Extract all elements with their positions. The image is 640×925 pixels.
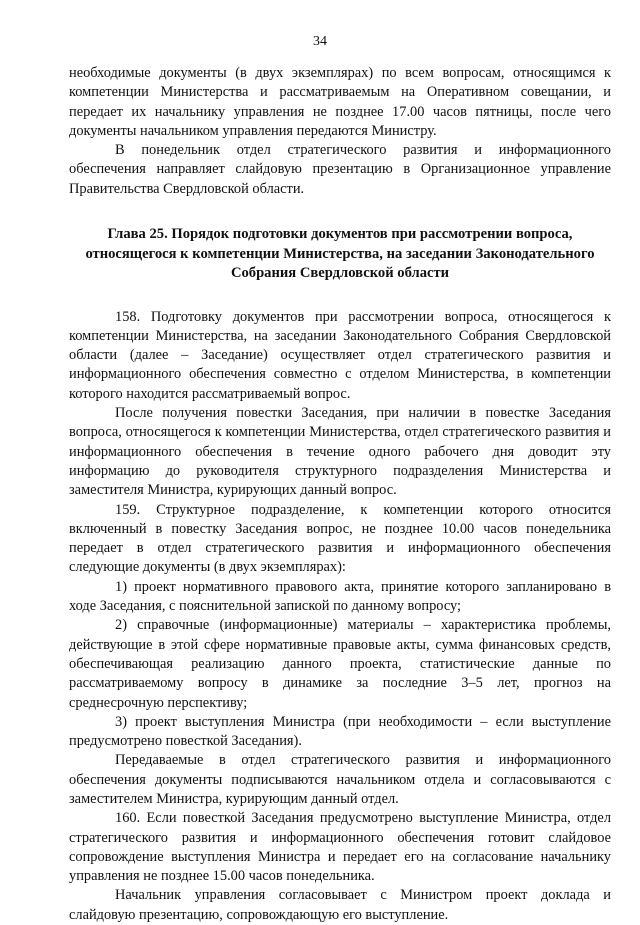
paragraph-final: Начальник управления согласовывает с Министром проект доклада и слайдовую презентацию, сопровождающую его выступление. — [69, 887, 611, 923]
paragraph-approval: Передаваемые в отдел стратегического развития и информационного обеспечения документы подписываются начальником отдела и согласовываются с заместителем Министра, курирующим данный отдел. — [69, 752, 611, 807]
paragraph-continuation: необходимые документы (в двух экземплярах) по всем вопросам, относящимся к компетенции Министерства и рассматриваемым на Оперативном совещании, и передает их начальнику управления не позднее 17.00 часов пятницы, после чего документы начальником управления передаются Министру. — [69, 65, 611, 139]
chapter-heading: Глава 25. Порядок подготовки документов при рассмотрении вопроса, относящегося к компетенции Министерства, на заседании Законодательного Собрания Свердловской области — [85, 226, 595, 282]
paragraph-presentation: В понедельник отдел стратегического развития и информационного обеспечения направляет слайдовую презентацию в Организационное управление Правительства Свердловской области. — [69, 142, 611, 197]
paragraph-159: 159. Структурное подразделение, к компетенции которого относится включенный в повестку Заседания вопрос, не позднее 10.00 часов понедельника передает в отдел стратегического развития и информационного обеспечения следующие документы (в двух экземплярах): — [69, 501, 611, 576]
page-number: 34 — [313, 34, 327, 49]
paragraph-160: 160. Если повесткой Заседания предусмотрено выступление Министра, отдел стратегического развития и информационного обеспечения готовит слайдовое сопровождение выступления Министра и передает его на согласование начальнику управления не позднее 15.00 часов понедельника. — [69, 810, 611, 885]
document-body — [69, 64, 611, 925]
list-item-2: 2) справочные (информационные) материалы – характеристика проблемы, действующие в этой сфере нормативные правовые акты, сумма финансовых средств, обеспечивающая реализацию данного проекта, статистические данные по рассматриваемому вопросу в динамике за последние 3–5 лет, прогноз на среднесрочную перспективу; — [69, 617, 611, 711]
list-item-3: 3) проект выступления Министра (при необходимости – если выступление предусмотрено повесткой Заседания). — [69, 713, 611, 750]
paragraph-158: 158. Подготовку документов при рассмотрении вопроса, относящегося к компетенции Министерства, на заседании Законодательного Собрания Свердловской области (далее – Заседание) осуществляет отдел стратегического развития и информационного обеспечения совместно с отделом Министерства, в компетенции которого находится рассматриваемый вопрос. — [69, 308, 611, 402]
list-item-1: 1) проект нормативного правового акта, принятие которого запланировано в ходе Заседания, с пояснительной запиской по данному вопросу; — [69, 578, 611, 615]
paragraph-agenda: После получения повестки Заседания, при наличии в повестке Заседания вопроса, относящегося к компетенции Министерства, отдел стратегического развития и информационного обеспечения в течение одного рабочего дня доводит эту информацию до руководителя структурного подразделения Министерства и заместителя Министра, курирующих данный вопрос. — [69, 405, 611, 499]
